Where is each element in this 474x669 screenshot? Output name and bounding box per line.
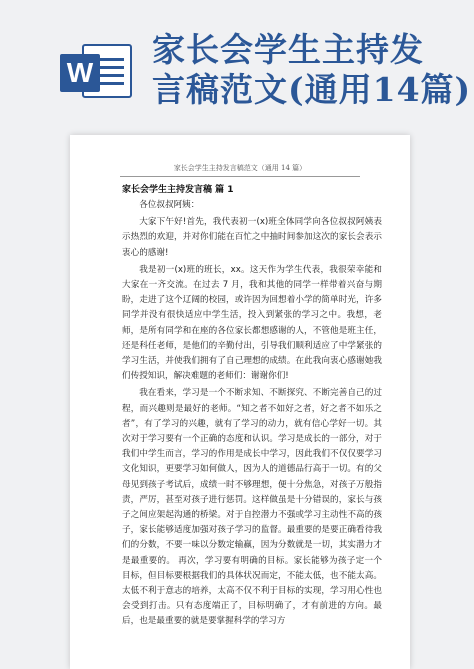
word-logo-badge: W: [60, 54, 100, 92]
banner: [0, 0, 474, 110]
running-header: 家长会学生主持发言稿范文（通用 14 篇）: [173, 164, 307, 172]
document-body: [122, 183, 382, 630]
salutation: 各位叔叔阿姨：: [139, 200, 200, 210]
banner-title-line-1: 家长会学生主持发: [152, 30, 424, 69]
document-page: [70, 135, 410, 669]
paragraph: 我是初一(x)班的班长，xx。这天作为学生代表，我很荣幸能和大家在一齐交流。在过去 7 月，我和其他的同学一样带着兴奋与期盼，走进了这个辽阔的校园，或许因为回想着小学的简单时光，许多同学并没有很快适应中学生活，投入到紧张的学习之中。我想，老师，是所有同学和在座的各位家长都想感谢的人，不管他是班主任，还是科任老师，是他们的辛勤付出，引导我们顺利适应了中学紧张的学习生活，并使我们拥有了自己理想的成绩。在此我向衷心感谢她我们传授知识，解决难题的老师们：谢谢你们!: [122, 264, 382, 382]
banner-title: [152, 30, 471, 110]
banner-title-line-2: 言稿范文(通用14篇): [152, 70, 472, 109]
paragraph: 大家下午好!首先，我代表初一(x)班全体同学向各位叔叔阿姨表示热烈的欢迎，并对你们能在百忙之中抽时间参加这次的家长会表示衷心的感谢!: [122, 217, 382, 258]
section-heading: 家长会学生主持发言稿 篇 1: [122, 185, 234, 195]
word-document-icon: [60, 42, 134, 100]
paragraph: 我在看来，学习是一个不断求知、不断探究、不断完善自己的过程，而兴趣则是最好的老师。“知之者不如好之者，好之者不如乐之者”，有了学习的兴趣，就有了学习的动力，就有信心学好一切。其次对于学习要有一个正确的态度和认识。学习是成长的一部分，对于我们中学生而言，学习的作用是成长中学习，因此我们不仅仅要学习文化知识，更要学习如何做人，因为人的道德品行高于一切。有的父母见到孩子考试后，成绩一时不够理想，便十分焦急，对孩子万般指责，严厉，甚至对孩子进行惩罚。这样做虽是十分错误的，家长与孩子之间应架起沟通的桥梁。对于自控潜力不强或学习主动性不高的孩子，家长能够适度加强对孩子学习的监督。最重要的是要正确看待我们的分数，不要一味以分数定输赢，因为分数就是一切，其实潜力才是最重要的。 再次，学习要有明确的目标。家长能够为孩子定一个目标，但目标要根据我们的具体状况而定，不能太低，也不能太高。太低不利于意志的培养，太高不仅不利于目标的实现，学习用心性也会受到打击。只有态度端正了，目标明确了，才有前进的方向。最后，也是最重要的就是要掌握科学的学习方: [122, 388, 382, 627]
header-rule: [120, 176, 360, 177]
